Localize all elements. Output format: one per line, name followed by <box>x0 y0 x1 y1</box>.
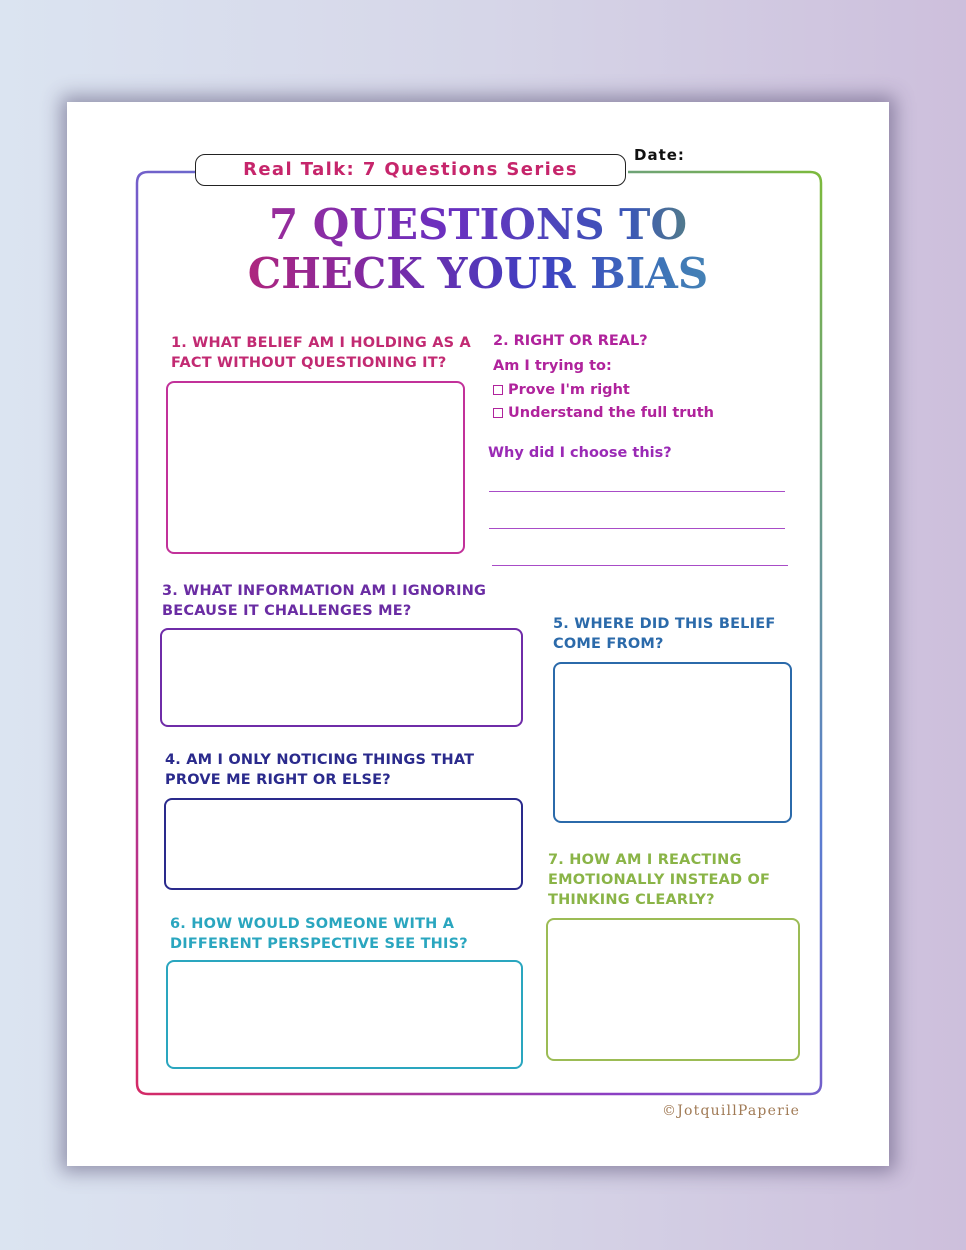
answer-box-5[interactable] <box>553 662 792 823</box>
question-4: 4. AM I ONLY NOTICING THINGS THAT PROVE ME RIGHT OR ELSE? <box>165 752 475 788</box>
question-1: 1. WHAT BELIEF AM I HOLDING AS A FACT WITHOUT QUESTIONING IT? <box>171 335 471 371</box>
writing-line-3[interactable] <box>492 565 788 566</box>
question-5: 5. WHERE DID THIS BELIEF COME FROM? <box>553 616 776 652</box>
copyright-text: ©JotquillPaperie <box>662 1103 801 1119</box>
answer-box-4[interactable] <box>164 798 523 890</box>
option-prove-right[interactable]: Prove I'm right <box>493 380 630 400</box>
question-3: 3. WHAT INFORMATION AM I IGNORING BECAUSE IT CHALLENGES ME? <box>162 583 487 619</box>
page-title-line-2: CHECK YOUR BIAS <box>180 250 776 298</box>
answer-box-3[interactable] <box>160 628 523 727</box>
checkbox-icon[interactable] <box>493 408 503 418</box>
series-label: Real Talk: 7 Questions Series <box>195 154 626 186</box>
answer-box-1[interactable] <box>166 381 465 554</box>
answer-box-6[interactable] <box>166 960 523 1069</box>
checkbox-icon[interactable] <box>493 385 503 395</box>
question-2-followup: Why did I choose this? <box>488 445 672 461</box>
answer-box-7[interactable] <box>546 918 800 1061</box>
question-2-heading: 2. RIGHT OR REAL? <box>493 333 648 349</box>
writing-line-1[interactable] <box>489 491 785 492</box>
question-6: 6. HOW WOULD SOMEONE WITH A DIFFERENT PERSPECTIVE SEE THIS? <box>170 916 468 952</box>
page-title-line-1: 7 QUESTIONS TO <box>180 201 776 249</box>
option-understand-truth[interactable]: Understand the full truth <box>493 403 714 423</box>
date-label: Date: <box>634 146 685 164</box>
writing-line-2[interactable] <box>489 528 785 529</box>
question-2-prompt: Am I trying to: <box>493 358 612 374</box>
question-7: 7. HOW AM I REACTING EMOTIONALLY INSTEAD OF THINKING CLEARLY? <box>548 852 771 908</box>
